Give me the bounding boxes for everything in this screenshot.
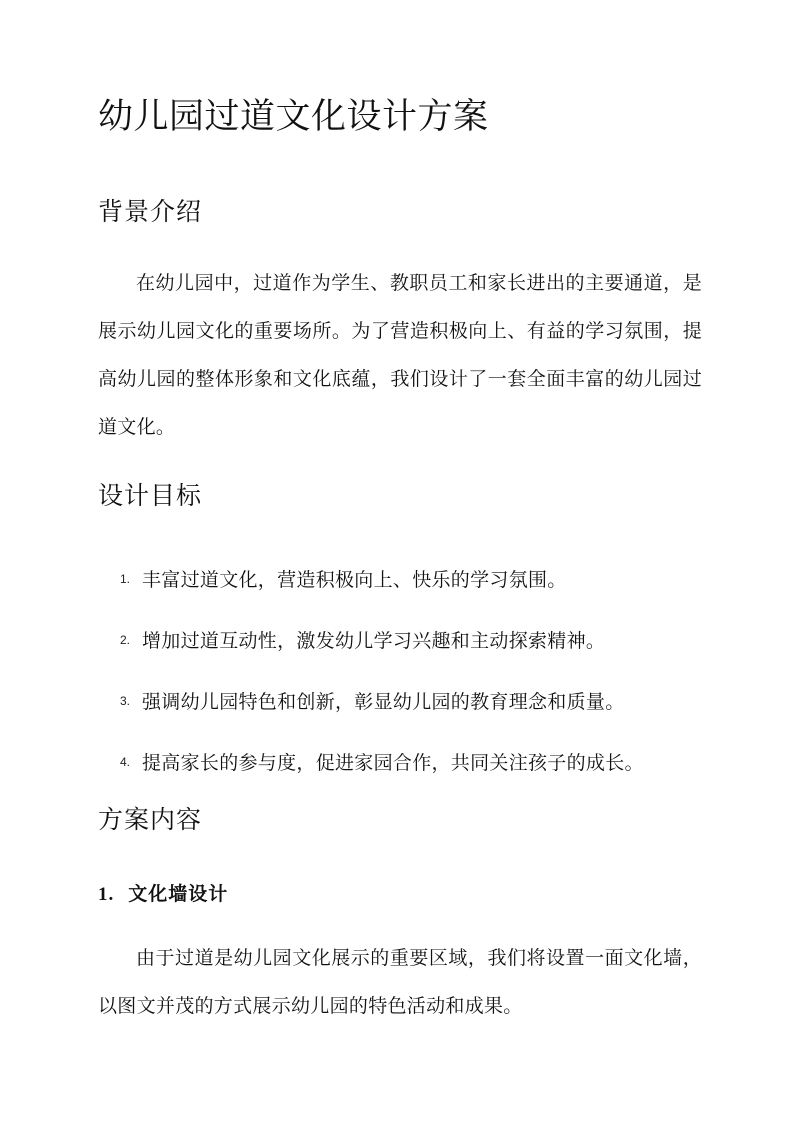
goal-text: 增加过道互动性，激发幼儿学习兴趣和主动探索精神。 <box>142 630 606 652</box>
goal-number: 2. <box>120 632 131 647</box>
background-paragraph: 在幼儿园中，过道作为学生、教职员工和家长进出的主要通道，是展示幼儿园文化的重要场所。为了营造积极向上、有益的学习氛围，提高幼儿园的整体形象和文化底蕴，我们设计了一套全面丰富的幼儿园过道文化。 <box>98 272 702 438</box>
subsection-number: 1. <box>98 884 115 905</box>
goal-item <box>98 670 718 731</box>
goal-item <box>98 548 718 609</box>
goal-number: 4. <box>120 754 131 769</box>
goal-item <box>98 731 718 792</box>
goals-list <box>98 548 718 792</box>
goal-number: 1. <box>120 571 131 586</box>
section-heading-goals: 设计目标 <box>98 481 203 510</box>
subsection-heading-culture-wall <box>98 874 228 915</box>
goal-text: 强调幼儿园特色和创新，彰显幼儿园的教育理念和质量。 <box>142 691 625 713</box>
section-heading-background: 背景介绍 <box>98 197 203 226</box>
goal-text: 提高家长的参与度，促进家园合作，共同关注孩子的成长。 <box>142 752 644 774</box>
culture-wall-paragraph: 由于过道是幼儿园文化展示的重要区域，我们将设置一面文化墙，以图文并茂的方式展示幼儿园的特色活动和成果。 <box>98 947 702 1017</box>
goal-number: 3. <box>120 693 131 708</box>
section-heading-plan: 方案内容 <box>98 805 203 834</box>
goal-item <box>98 609 718 670</box>
goal-text: 丰富过道文化，营造积极向上、快乐的学习氛围。 <box>142 569 567 591</box>
document-title: 幼儿园过道文化设计方案 <box>98 97 489 137</box>
subsection-title: 文化墙设计 <box>128 883 229 905</box>
